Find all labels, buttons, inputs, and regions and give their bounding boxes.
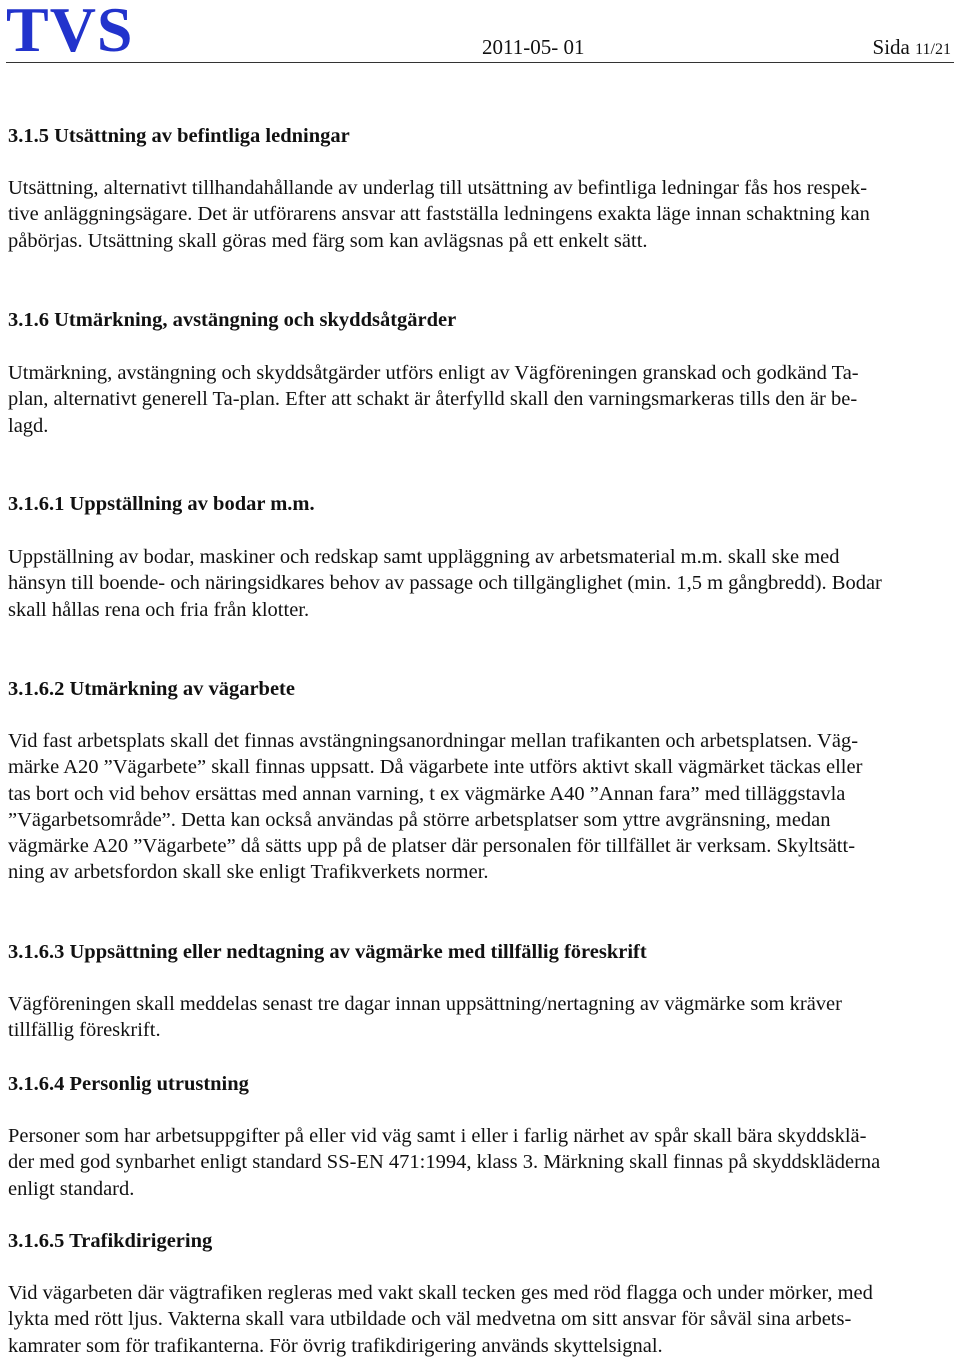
section-paragraph-3-1-5 [8, 175, 954, 254]
section-paragraph-3-1-6-5 [8, 1280, 954, 1359]
section-paragraph-3-1-6-1 [8, 544, 954, 623]
paragraph-line: enligt standard. [8, 1177, 135, 1200]
paragraph-line: tive anläggningsägare. Det är utförarens ansvar att fastställa ledningens exakta läge innan schaktning kan [8, 203, 870, 226]
paragraph-line: skall hållas rena och fria från klotter. [8, 598, 310, 621]
paragraph-line: märke A20 ”Vägarbete” skall finnas uppsatt. Då vägarbete inte utförs aktivt skall vägmärket täckas eller [8, 756, 863, 779]
paragraph-line: ”Vägarbetsområde”. Detta kan också användas på större arbetsplatser som yttre avgränsning, medan [8, 808, 831, 831]
paragraph-line: påbörjas. Utsättning skall göras med färg som kan avlägsnas på ett enkelt sätt. [8, 229, 648, 252]
page-label: Sida [872, 35, 910, 59]
paragraph-line: hänsyn till boende- och näringsidkares behov av passage och tillgänglighet (min. 1,5 m gångbredd). Bodar [8, 572, 882, 595]
paragraph-line: Utmärkning, avstängning och skyddsåtgärder utförs enligt av Vägföreningen granskad och godkänd Ta- [8, 362, 859, 384]
section-paragraph-3-1-6-3 [8, 991, 954, 1044]
page-number: 11/21 [915, 41, 951, 58]
section-heading-3-1-6-4: 3.1.6.4 Personlig utrustning [8, 1073, 249, 1095]
paragraph-line: Vid vägarbeten där vägtrafiken regleras med vakt skall tecken ges med röd flagga och under mörker, med [8, 1282, 873, 1304]
paragraph-line: tillfällig föreskrift. [8, 1019, 161, 1042]
document-date: 2011-05- 01 [482, 35, 585, 59]
paragraph-line: vägmärke A20 ”Vägarbete” då sätts upp på de platser där personalen för tillfället är verksam. Skyltsätt- [8, 835, 856, 858]
paragraph-line: Vägföreningen skall meddelas senast tre dagar innan uppsättning/nertagning av vägmärke som kräver [8, 993, 842, 1015]
tvs-logo: TVS [6, 0, 134, 65]
section-heading-3-1-5: 3.1.5 Utsättning av befintliga ledningar [8, 125, 350, 147]
paragraph-line: tas bort och vid behov ersättas med annan varning, t ex vägmärke A40 ”Annan fara” med tilläggstavla [8, 782, 846, 805]
header-divider [6, 62, 954, 63]
section-heading-3-1-6-1: 3.1.6.1 Uppställning av bodar m.m. [8, 493, 315, 515]
paragraph-line: plan, alternativt generell Ta-plan. Efter att schakt är återfylld skall den varningsmarkeras tills den är be- [8, 388, 858, 411]
section-heading-3-1-6: 3.1.6 Utmärkning, avstängning och skyddsåtgärder [8, 309, 457, 331]
paragraph-line: Utsättning, alternativt tillhandahållande av underlag till utsättning av befintliga ledningar fås hos respek- [8, 177, 868, 199]
paragraph-line: der med god synbarhet enligt standard SS-EN 471:1994, klass 3. Märkning skall finnas på skyddskläderna [8, 1151, 881, 1174]
section-paragraph-3-1-6-4 [8, 1123, 954, 1202]
section-heading-3-1-6-3: 3.1.6.3 Uppsättning eller nedtagning av vägmärke med tillfällig föreskrift [8, 941, 647, 963]
paragraph-line: lykta med rött ljus. Vakterna skall vara utbildade och väl medvetna om sitt ansvar för såväl sina arbets- [8, 1308, 852, 1331]
section-paragraph-3-1-6-2 [8, 728, 954, 886]
paragraph-line: ning av arbetsfordon skall ske enligt Trafikverkets normer. [8, 861, 489, 884]
section-heading-3-1-6-5: 3.1.6.5 Trafikdirigering [8, 1230, 213, 1252]
paragraph-line: Personer som har arbetsuppgifter på eller vid väg samt i eller i farlig närhet av spår skall bära skyddsklä- [8, 1125, 867, 1147]
section-heading-3-1-6-2: 3.1.6.2 Utmärkning av vägarbete [8, 678, 295, 700]
paragraph-line: kamrater som för trafikanterna. För övrig trafikdirigering används skyttelsignal. [8, 1334, 663, 1357]
page-indicator [873, 34, 951, 63]
paragraph-line: Uppställning av bodar, maskiner och redskap samt uppläggning av arbetsmaterial m.m. skall ske med [8, 546, 840, 568]
section-paragraph-3-1-6 [8, 360, 954, 439]
paragraph-line: lagd. [8, 414, 49, 437]
page-header [0, 0, 960, 66]
paragraph-line: Vid fast arbetsplats skall det finnas avstängningsanordningar mellan trafikanten och arbetsplatsen. Väg- [8, 730, 859, 752]
